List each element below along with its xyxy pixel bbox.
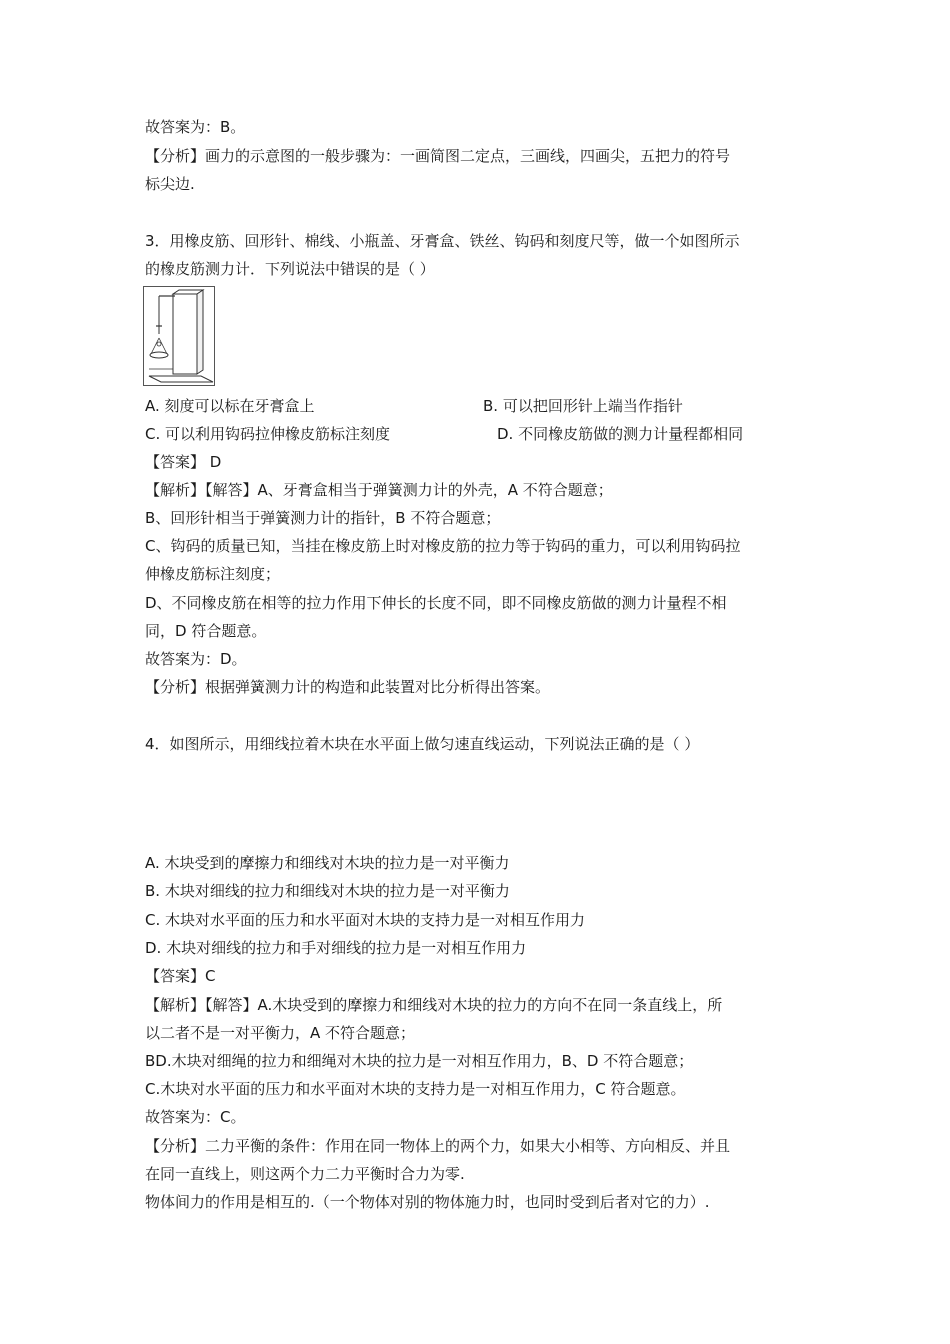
option-d: D. 不同橡皮筋做的测力计量程都相同 bbox=[497, 425, 744, 443]
explanation-line: C、钩码的质量已知，当挂在橡皮筋上时对橡皮筋的拉力等于钩码的重力，可以利用钩码拉 bbox=[145, 537, 741, 555]
answer-line: 故答案为：B。 bbox=[145, 118, 246, 136]
option-b: B. 可以把回形针上端当作指针 bbox=[483, 397, 683, 415]
answer-line: 故答案为：D。 bbox=[145, 650, 247, 668]
option-c: C. 木块对水平面的压力和水平面对木块的支持力是一对相互作用力 bbox=[145, 911, 586, 929]
explanation-line: 【解析】【解答】A、牙膏盒相当于弹簧测力计的外壳，A 不符合题意； bbox=[145, 481, 613, 499]
option-b: B. 木块对细线的拉力和细线对木块的拉力是一对平衡力 bbox=[145, 882, 510, 900]
explanation-line: 【解析】【解答】A.木块受到的摩擦力和细线对木块的拉力的方向不在同一条直线上，所 bbox=[145, 996, 723, 1014]
answer-line: 故答案为：C。 bbox=[145, 1108, 246, 1126]
analysis-line: 在同一直线上，则这两个力二力平衡时合力为零. bbox=[145, 1165, 465, 1183]
analysis-line: 物体间力的作用是相互的.（一个物体对别的物体施力时，也同时受到后者对它的力）. bbox=[145, 1193, 710, 1211]
question-3-stem: 3．用橡皮筋、回形针、棉线、小瓶盖、牙膏盒、铁丝、钩码和刻度尺等，做一个如图所示 bbox=[145, 232, 740, 250]
explanation-line: BD.木块对细绳的拉力和细绳对木块的拉力是一对相互作用力，B、D 不符合题意； bbox=[145, 1052, 694, 1070]
explanation-line: B、回形针相当于弹簧测力计的指针，B 不符合题意； bbox=[145, 509, 501, 527]
option-c: C. 可以利用钩码拉伸橡皮筋标注刻度 bbox=[145, 425, 391, 443]
explanation-line: 同，D 符合题意。 bbox=[145, 622, 267, 640]
answer-line: 【答案】 D bbox=[145, 453, 222, 471]
option-a: A. 木块受到的摩擦力和细线对木块的拉力是一对平衡力 bbox=[145, 854, 510, 872]
question-3-stem: 的橡皮筋测力计．下列说法中错误的是（ ） bbox=[145, 260, 435, 278]
explanation-line: C.木块对水平面的压力和水平面对木块的支持力是一对相互作用力，C 符合题意。 bbox=[145, 1080, 686, 1098]
explanation-line: D、不同橡皮筋在相等的拉力作用下伸长的长度不同，即不同橡皮筋做的测力计量程不相 bbox=[145, 594, 727, 612]
explanation-line: 以二者不是一对平衡力，A 不符合题意； bbox=[145, 1024, 416, 1042]
explanation-line: 伸橡皮筋标注刻度； bbox=[145, 565, 281, 583]
option-d: D. 木块对细线的拉力和手对细线的拉力是一对相互作用力 bbox=[145, 939, 527, 957]
answer-line: 【答案】C bbox=[145, 967, 216, 985]
analysis-line: 【分析】画力的示意图的一般步骤为：一画简图二定点，三画线，四画尖，五把力的符号 bbox=[145, 147, 731, 165]
question-4-stem: 4．如图所示，用细线拉着木块在水平面上做匀速直线运动，下列说法正确的是（ ） bbox=[145, 735, 700, 753]
analysis-line: 【分析】二力平衡的条件：作用在同一物体上的两个力，如果大小相等、方向相反、并且 bbox=[145, 1137, 731, 1155]
analysis-line: 【分析】根据弹簧测力计的构造和此装置对比分析得出答案。 bbox=[145, 678, 551, 696]
option-a: A. 刻度可以标在牙膏盒上 bbox=[145, 397, 315, 415]
analysis-line: 标尖边. bbox=[145, 175, 195, 193]
rubber-band-force-meter-figure bbox=[143, 286, 215, 386]
